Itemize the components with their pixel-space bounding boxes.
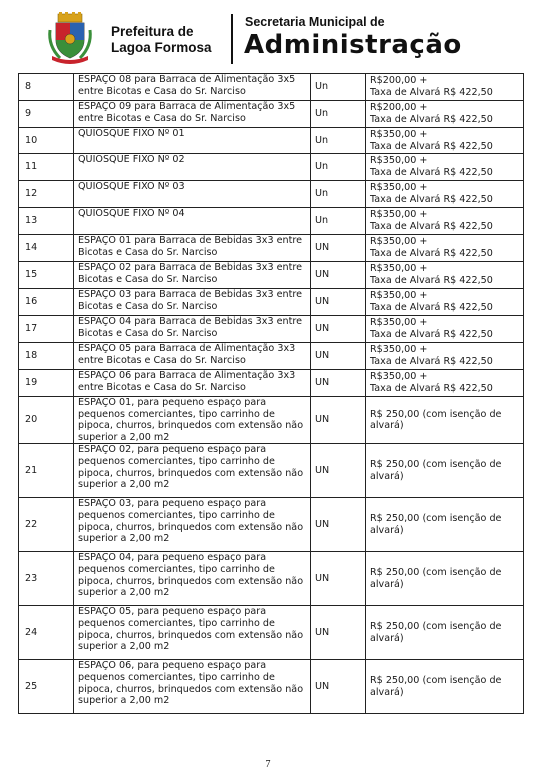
table-row: [19, 235, 524, 262]
table-row: [19, 74, 524, 101]
item-unit: UN: [311, 444, 366, 498]
item-unit: UN: [311, 498, 366, 552]
item-description: QUIOSQUE FIXO Nº 02: [74, 154, 311, 181]
item-description: ESPAÇO 01 para Barraca de Bebidas 3x3 entre Bicotas e Casa do Sr. Narciso: [74, 235, 311, 262]
item-price: [366, 181, 524, 208]
item-price: [366, 370, 524, 397]
item-description: ESPAÇO 06 para Barraca de Alimentação 3x3 entre Bicotas e Casa do Sr. Narciso: [74, 370, 311, 397]
table-row: [19, 101, 524, 128]
item-number: 22: [19, 498, 74, 552]
table-row: [19, 181, 524, 208]
item-price: [366, 128, 524, 154]
table-row: [19, 660, 524, 714]
table-row: [19, 208, 524, 235]
price-fee: Taxa de Alvará R$ 422,50: [370, 167, 493, 178]
item-description: QUIOSQUE FIXO Nº 01: [74, 128, 311, 154]
header-divider: [231, 14, 233, 64]
price-fee: Taxa de Alvará R$ 422,50: [370, 87, 493, 98]
department-title: Administração: [244, 30, 462, 60]
item-price: [366, 444, 524, 498]
item-description: ESPAÇO 05 para Barraca de Alimentação 3x3 entre Bicotas e Casa do Sr. Narciso: [74, 343, 311, 370]
price-fee: Taxa de Alvará R$ 422,50: [370, 383, 493, 394]
table-row: [19, 262, 524, 289]
item-number: 11: [19, 154, 74, 181]
item-description: ESPAÇO 06, para pequeno espaço para pequenos comerciantes, tipo carrinho de pipoca, churros, brinquedos com extensão não superior a 2,00 m2: [74, 660, 311, 714]
item-price: [366, 397, 524, 444]
item-unit: UN: [311, 606, 366, 660]
price-value: R$350,00 +: [370, 317, 428, 329]
item-number: 23: [19, 552, 74, 606]
item-number: 8: [19, 74, 74, 101]
item-number: 12: [19, 181, 74, 208]
secretaria-label: Secretaria Municipal de: [245, 15, 385, 29]
item-price: [366, 343, 524, 370]
page-number: 7: [265, 759, 271, 770]
price-value: R$ 250,00 (com isenção de alvará): [370, 513, 502, 536]
item-unit: UN: [311, 289, 366, 316]
item-description: ESPAÇO 05, para pequeno espaço para pequenos comerciantes, tipo carrinho de pipoca, churros, brinquedos com extensão não superior a 2,00 m2: [74, 606, 311, 660]
item-price: [366, 235, 524, 262]
item-unit: UN: [311, 552, 366, 606]
price-value: R$ 250,00 (com isenção de alvará): [370, 408, 502, 432]
price-value: R$350,00 +: [370, 182, 428, 194]
prefeitura-line-1: Prefeitura de: [111, 24, 194, 39]
price-value: R$350,00 +: [370, 263, 428, 275]
item-description: ESPAÇO 04 para Barraca de Bebidas 3x3 entre Bicotas e Casa do Sr. Narciso: [74, 316, 311, 343]
item-description: ESPAÇO 04, para pequeno espaço para pequenos comerciantes, tipo carrinho de pipoca, churros, brinquedos com extensão não superior a 2,00 m2: [74, 552, 311, 606]
table-row: [19, 343, 524, 370]
price-fee: Taxa de Alvará R$ 422,50: [370, 275, 493, 286]
item-price: [366, 208, 524, 235]
item-description: QUIOSQUE FIXO Nº 03: [74, 181, 311, 208]
price-value: R$350,00 +: [370, 155, 428, 167]
item-price: [366, 316, 524, 343]
item-price: [366, 498, 524, 552]
item-number: 25: [19, 660, 74, 714]
item-description: ESPAÇO 09 para Barraca de Alimentação 3x5 entre Bicotas e Casa do Sr. Narciso: [74, 101, 311, 128]
table-row: [19, 128, 524, 154]
price-value: R$350,00 +: [370, 290, 428, 302]
item-unit: Un: [311, 181, 366, 208]
prefeitura-line-2: Lagoa Formosa: [111, 40, 212, 55]
item-number: 13: [19, 208, 74, 235]
table-row: [19, 444, 524, 498]
price-value: R$350,00 +: [370, 371, 428, 383]
item-number: 16: [19, 289, 74, 316]
item-price: [366, 154, 524, 181]
item-description: ESPAÇO 03 para Barraca de Bebidas 3x3 entre Bicotas e Casa do Sr. Narciso: [74, 289, 311, 316]
price-value: R$350,00 +: [370, 209, 428, 221]
table-row: [19, 397, 524, 444]
price-value: R$ 250,00 (com isenção de alvará): [370, 567, 502, 590]
price-value: R$350,00 +: [370, 344, 428, 356]
item-unit: UN: [311, 397, 366, 444]
prefeitura-name: [111, 24, 212, 56]
item-price: [366, 74, 524, 101]
price-value: R$200,00 +: [370, 102, 428, 114]
table-row: [19, 606, 524, 660]
items-table-body: [19, 74, 524, 714]
item-description: ESPAÇO 08 para Barraca de Alimentação 3x5 entre Bicotas e Casa do Sr. Narciso: [74, 74, 311, 101]
item-description: ESPAÇO 03, para pequeno espaço para pequenos comerciantes, tipo carrinho de pipoca, churros, brinquedos com extensão não superior a 2,00 m2: [74, 498, 311, 552]
price-fee: Taxa de Alvará R$ 422,50: [370, 221, 493, 232]
price-value: R$200,00 +: [370, 75, 428, 87]
price-fee: Taxa de Alvará R$ 422,50: [370, 114, 493, 125]
item-number: 19: [19, 370, 74, 397]
item-number: 21: [19, 444, 74, 498]
table-row: [19, 289, 524, 316]
item-description: ESPAÇO 02 para Barraca de Bebidas 3x3 entre Bicotas e Casa do Sr. Narciso: [74, 262, 311, 289]
item-description: ESPAÇO 02, para pequeno espaço para pequenos comerciantes, tipo carrinho de pipoca, churros, brinquedos com extensão não superior a 2,00 m2: [74, 444, 311, 498]
item-number: 17: [19, 316, 74, 343]
item-description: QUIOSQUE FIXO Nº 04: [74, 208, 311, 235]
items-table: [18, 73, 524, 714]
price-value: R$350,00 +: [370, 236, 428, 248]
price-value: R$350,00 +: [370, 128, 428, 140]
item-unit: Un: [311, 74, 366, 101]
price-fee: Taxa de Alvará R$ 422,50: [370, 140, 493, 152]
table-row: [19, 370, 524, 397]
page-header: [0, 0, 536, 72]
item-price: [366, 606, 524, 660]
item-number: 9: [19, 101, 74, 128]
item-unit: Un: [311, 101, 366, 128]
price-fee: Taxa de Alvará R$ 422,50: [370, 194, 493, 205]
table-row: [19, 498, 524, 552]
item-price: [366, 552, 524, 606]
price-fee: Taxa de Alvará R$ 422,50: [370, 302, 493, 313]
price-fee: Taxa de Alvará R$ 422,50: [370, 329, 493, 340]
item-unit: UN: [311, 370, 366, 397]
item-unit: UN: [311, 262, 366, 289]
price-fee: Taxa de Alvará R$ 422,50: [370, 356, 493, 367]
item-price: [366, 660, 524, 714]
price-value: R$ 250,00 (com isenção de alvará): [370, 459, 502, 482]
item-unit: UN: [311, 660, 366, 714]
item-unit: Un: [311, 154, 366, 181]
item-number: 14: [19, 235, 74, 262]
item-price: [366, 262, 524, 289]
item-unit: UN: [311, 235, 366, 262]
item-price: [366, 289, 524, 316]
table-row: [19, 552, 524, 606]
item-description: ESPAÇO 01, para pequeno espaço para pequenos comerciantes, tipo carrinho de pipoca, churros, brinquedos com extensão não superior a 2,00 m2: [74, 397, 311, 444]
item-number: 18: [19, 343, 74, 370]
table-row: [19, 154, 524, 181]
table-row: [19, 316, 524, 343]
item-unit: UN: [311, 343, 366, 370]
item-number: 24: [19, 606, 74, 660]
item-number: 10: [19, 128, 74, 154]
price-fee: Taxa de Alvará R$ 422,50: [370, 248, 493, 259]
item-unit: Un: [311, 208, 366, 235]
municipal-crest-icon: [46, 12, 94, 64]
price-value: R$ 250,00 (com isenção de alvará): [370, 675, 502, 698]
item-unit: UN: [311, 316, 366, 343]
price-value: R$ 250,00 (com isenção de alvará): [370, 621, 502, 644]
item-unit: Un: [311, 128, 366, 154]
item-price: [366, 101, 524, 128]
item-number: 15: [19, 262, 74, 289]
item-number: 20: [19, 397, 74, 444]
